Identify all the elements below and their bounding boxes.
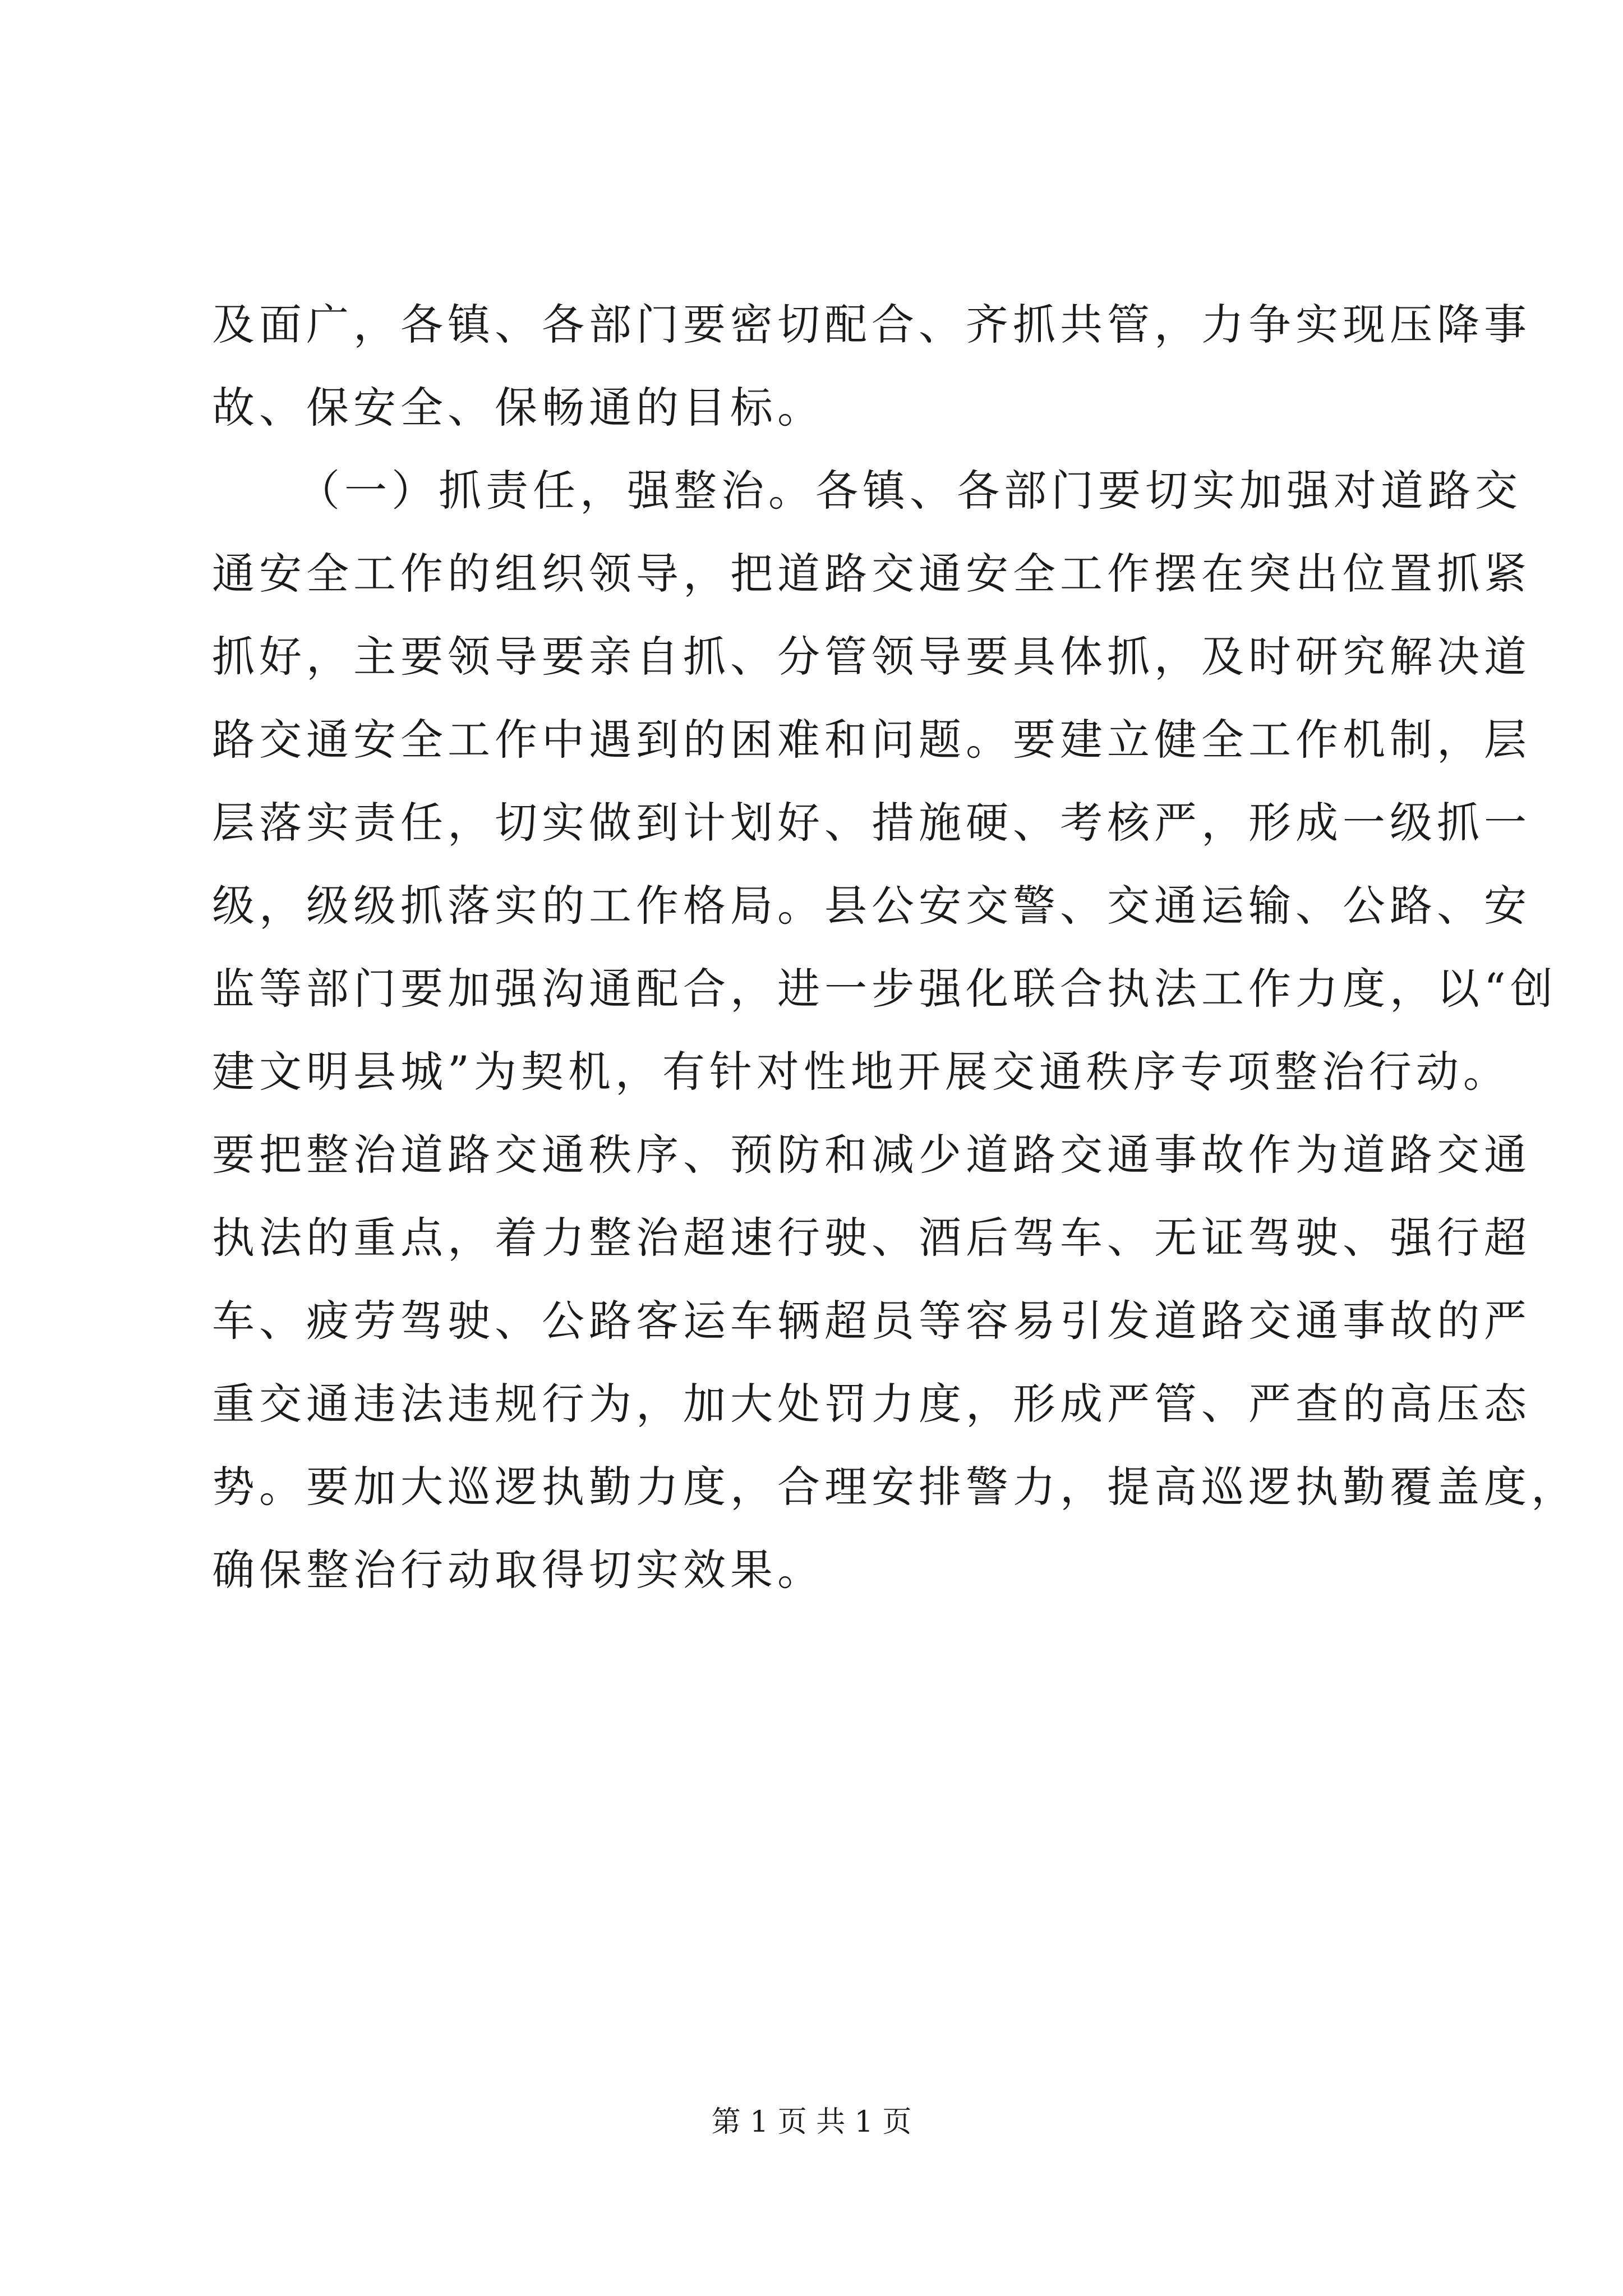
text-line: 级，级级抓落实的工作格局。县公安交警、交通运输、公路、安 (212, 881, 1531, 931)
body-text (212, 283, 1578, 1612)
page-footer: 第 1 页 共 1 页 (711, 2105, 912, 2139)
text-line: 通安全工作的组织领导，把道路交通安全工作摆在突出位置抓紧 (212, 549, 1531, 599)
text-line: 执法的重点，着力整治超速行驶、酒后驾车、无证驾驶、强行超 (212, 1213, 1531, 1263)
text-line: 确保整治行动取得切实效果。 (212, 1545, 824, 1595)
text-line: 层落实责任，切实做到计划好、措施硬、考核严，形成一级抓一 (212, 798, 1531, 848)
text-line: 监等部门要加强沟通配合，进一步强化联合执法工作力度，以“创 (212, 964, 1557, 1014)
section-heading-line: （一）抓责任，强整治。各镇、各部门要切实加强对道路交 (297, 466, 1522, 516)
text-line: 势。要加大巡逻执勤力度，合理安排警力，提高巡逻执勤覆盖度， (212, 1462, 1578, 1512)
text-line: 要把整治道路交通秩序、预防和减少道路交通事故作为道路交通 (212, 1130, 1531, 1180)
text-line: 故、保安全、保畅通的目标。 (212, 383, 824, 432)
text-line: 路交通安全工作中遇到的困难和问题。要建立健全工作机制，层 (212, 715, 1531, 765)
text-line: 车、疲劳驾驶、公路客运车辆超员等容易引发道路交通事故的严 (212, 1296, 1531, 1346)
text-line: 建文明县城”为契机，有针对性地开展交通秩序专项整治行动。 (212, 1047, 1510, 1097)
text-line: 及面广，各镇、各部门要密切配合、齐抓共管，力争实现压降事 (212, 300, 1531, 349)
text-line: 重交通违法违规行为，加大处罚力度，形成严管、严查的高压态 (212, 1379, 1531, 1429)
text-line: 抓好，主要领导要亲自抓、分管领导要具体抓，及时研究解决道 (212, 632, 1531, 682)
